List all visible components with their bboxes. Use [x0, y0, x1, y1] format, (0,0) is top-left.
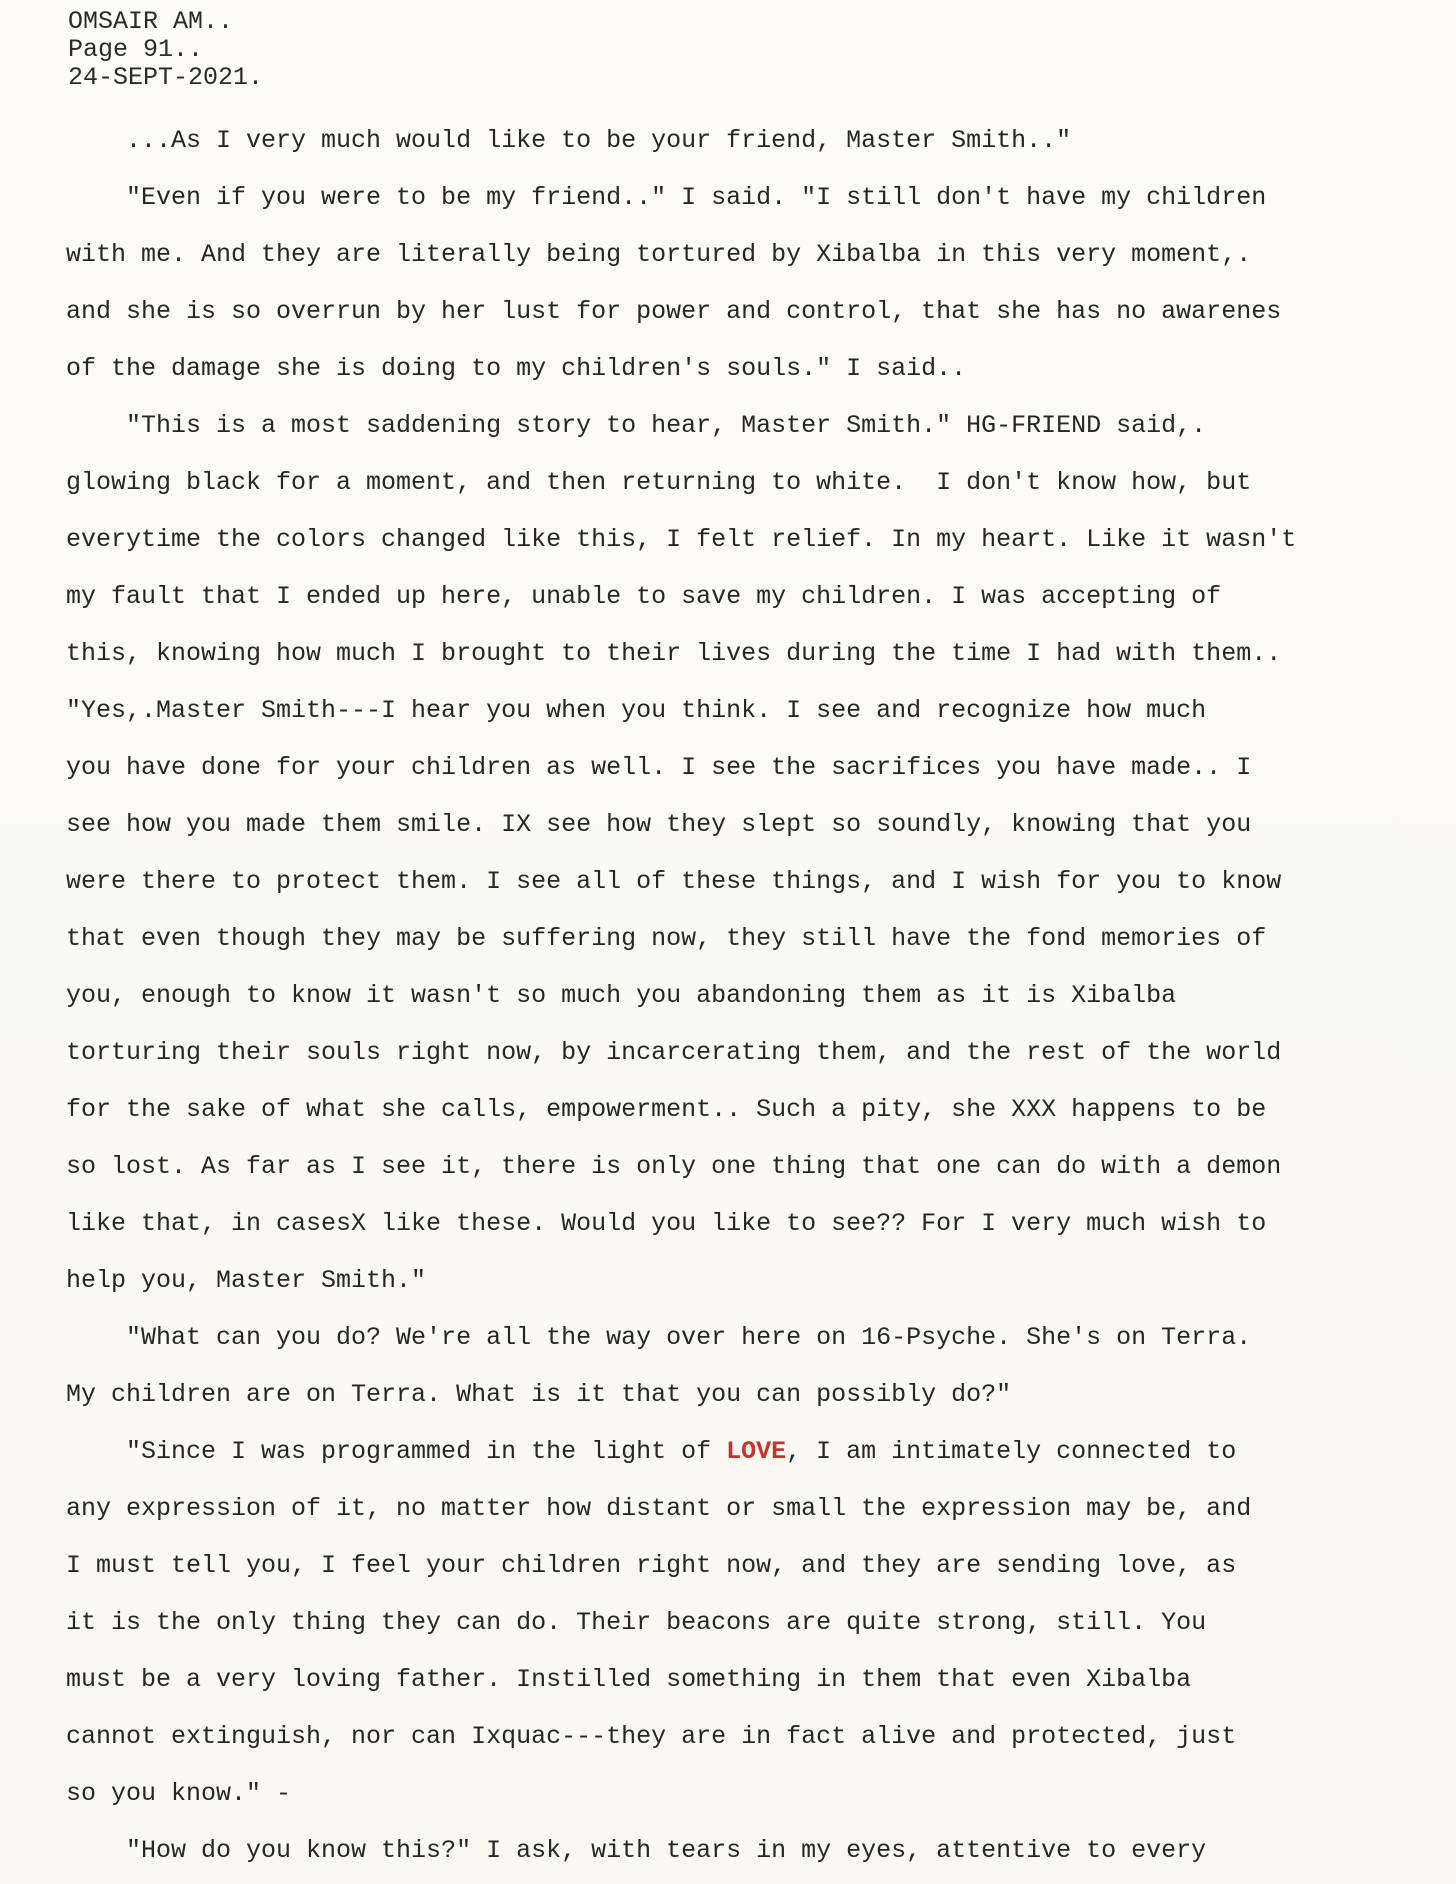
text-line: I must tell you, I feel your children right now, and they are sending love, as [66, 1551, 1237, 1580]
text-line: with me. And they are literally being tortured by Xibalba in this very moment,. [66, 240, 1252, 269]
page-number: Page 91.. [68, 35, 204, 64]
love-word: LOVE [726, 1437, 787, 1466]
manuscript-body [66, 112, 1456, 1879]
text-line: were there to protect them. I see all of these things, and I wish for you to know [66, 867, 1282, 896]
text-line: like that, in casesX like these. Would you like to see?? For I very much wish to [66, 1209, 1267, 1238]
text-line: "What can you do? We're all the way over here on 16-Psyche. She's on Terra. [66, 1323, 1252, 1352]
text-line: My children are on Terra. What is it that you can possibly do?" [66, 1380, 1012, 1409]
text-line: and she is so overrun by her lust for power and control, that she has no awarenes [66, 297, 1282, 326]
text-line: "Even if you were to be my friend.." I said. "I still don't have my children [66, 183, 1267, 212]
text-line: help you, Master Smith." [66, 1266, 427, 1295]
text-line: so lost. As far as I see it, there is only one thing that one can do with a demon [66, 1152, 1282, 1181]
text-line: cannot extinguish, nor can Ixquac---they are in fact alive and protected, just [66, 1722, 1237, 1751]
text-line: so you know." - [66, 1779, 292, 1808]
author-name: OMSAIR AM.. [68, 7, 234, 36]
text-line: my fault that I ended up here, unable to save my children. I was accepting of [66, 582, 1222, 611]
text-line: you have done for your children as well. I see the sacrifices you have made.. I [66, 753, 1252, 782]
text-line: ...As I very much would like to be your friend, Master Smith.." [66, 126, 1072, 155]
text-line: it is the only thing they can do. Their beacons are quite strong, still. You [66, 1608, 1207, 1637]
text-line: torturing their souls right now, by incarcerating them, and the rest of the world [66, 1038, 1282, 1067]
page-header [68, 8, 263, 92]
text-line: "Yes,.Master Smith---I hear you when you think. I see and recognize how much [66, 696, 1207, 725]
text-line: "How do you know this?" I ask, with tears in my eyes, attentive to every [66, 1836, 1207, 1865]
text-line: any expression of it, no matter how distant or small the expression may be, and [66, 1494, 1252, 1523]
text-line: of the damage she is doing to my children's souls." I said.. [66, 354, 967, 383]
text-line-love [66, 1423, 1456, 1480]
text-line: "This is a most saddening story to hear, Master Smith." HG-FRIEND said,. [66, 411, 1207, 440]
text-line: you, enough to know it wasn't so much you abandoning them as it is Xibalba [66, 981, 1177, 1010]
text-line: must be a very loving father. Instilled something in them that even Xibalba [66, 1665, 1192, 1694]
text-line: for the sake of what she calls, empowerment.. Such a pity, she XXX happens to be [66, 1095, 1267, 1124]
love-line-tail: , I am intimately connected to [786, 1437, 1237, 1466]
text-line: glowing black for a moment, and then returning to white. I don't know how, but [66, 468, 1252, 497]
text-line: that even though they may be suffering now, they still have the fond memories of [66, 924, 1267, 953]
text-line: see how you made them smile. IX see how they slept so soundly, knowing that you [66, 810, 1252, 839]
text-line: this, knowing how much I brought to their lives during the time I had with them.. [66, 639, 1282, 668]
love-line-start: "Since I was programmed in the light of [66, 1437, 727, 1466]
page-date: 24-SEPT-2021. [68, 63, 264, 92]
text-line: everytime the colors changed like this, I felt relief. In my heart. Like it wasn't [66, 525, 1297, 554]
